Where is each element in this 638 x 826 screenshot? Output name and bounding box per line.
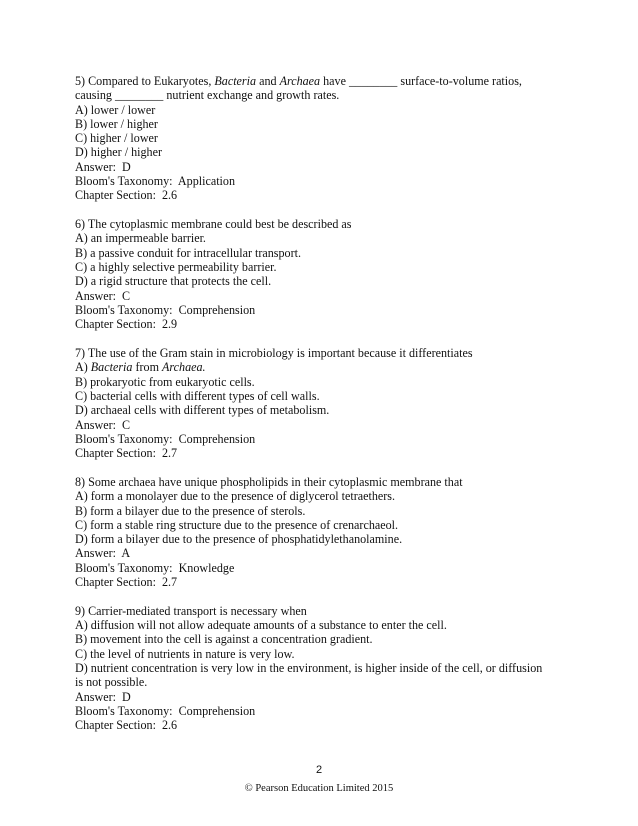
text-segment: D) form a bilayer due to the presence of phosphatidylethanolamine. <box>75 532 403 547</box>
question-stem-line <box>75 74 595 88</box>
text-segment: 9) Carrier-mediated transport is necessary when <box>75 603 307 618</box>
text-segment: and <box>256 74 280 88</box>
text-segment: from <box>132 360 163 375</box>
answer-line: Answer: C <box>75 288 131 303</box>
blooms-taxonomy-line: Bloom's Taxonomy: Knowledge <box>75 560 235 575</box>
italic-text-segment: Bacteria <box>90 360 133 375</box>
page-number: 2 <box>315 764 323 776</box>
answer-option <box>75 375 595 389</box>
text-segment: D) archaeal cells with different types of metabolism. <box>75 403 330 418</box>
text-segment: D) higher / higher <box>75 145 162 160</box>
answer-option <box>75 504 595 518</box>
question-stem-line <box>75 475 595 489</box>
blooms-taxonomy-line: Bloom's Taxonomy: Application <box>75 174 236 189</box>
text-segment: C) form a stable ring structure due to the presence of crenarchaeol. <box>75 517 399 532</box>
text-segment: is not possible. <box>75 675 148 690</box>
chapter-section-line: Chapter Section: 2.6 <box>75 718 178 733</box>
text-segment: B) lower / higher <box>75 116 158 131</box>
question-list <box>75 74 595 747</box>
answer-option <box>75 117 595 131</box>
answer-line: Answer: C <box>75 417 131 432</box>
answer-option <box>75 360 595 374</box>
answer-option <box>75 274 595 288</box>
text-segment: D) nutrient concentration is very low in the environment, is higher inside of the cell, or diffusion <box>75 660 543 675</box>
text-segment: 7) The use of the Gram stain in microbiology is important because it differentiates <box>75 346 473 361</box>
answer-option <box>75 647 595 661</box>
text-segment: C) a highly selective permeability barrier. <box>75 260 277 275</box>
answer-option <box>75 389 595 403</box>
text-segment: B) form a bilayer due to the presence of sterols. <box>75 503 306 518</box>
blooms-taxonomy-line: Bloom's Taxonomy: Comprehension <box>75 703 256 718</box>
text-segment: 6) The cytoplasmic membrane could best be described as <box>75 217 352 232</box>
question-block <box>75 475 595 589</box>
answer-option <box>75 145 595 159</box>
text-segment: A) an impermeable barrier. <box>75 231 206 246</box>
question-block <box>75 604 595 733</box>
answer-option <box>75 661 595 675</box>
text-segment: D) a rigid structure that protects the cell. <box>75 274 272 289</box>
answer-option <box>75 489 595 503</box>
text-segment: B) movement into the cell is against a concentration gradient. <box>75 632 373 647</box>
text-segment: C) higher / lower <box>75 131 158 146</box>
text-segment: B) prokaryotic from eukaryotic cells. <box>75 374 255 389</box>
question-stem-line <box>75 346 595 360</box>
italic-text-segment: Bacteria <box>214 74 257 88</box>
chapter-section-line: Chapter Section: 2.7 <box>75 575 178 589</box>
answer-line: Answer: D <box>75 159 131 174</box>
answer-line: Answer: D <box>75 689 131 704</box>
text-segment: 8) Some archaea have unique phospholipids in their cytoplasmic membrane that <box>75 474 463 489</box>
answer-option <box>75 518 595 532</box>
answer-option <box>75 231 595 245</box>
question-block <box>75 217 595 331</box>
text-segment: A) form a monolayer due to the presence of diglycerol tetraethers. <box>75 489 396 504</box>
question-stem-line <box>75 88 595 102</box>
italic-text-segment: Archaea <box>279 74 321 88</box>
question-block <box>75 74 595 203</box>
text-segment: C) the level of nutrients in nature is very low. <box>75 646 295 661</box>
answer-line: Answer: A <box>75 546 131 561</box>
answer-option <box>75 246 595 260</box>
text-segment: have ________ surface-to-volume ratios, <box>320 74 522 88</box>
question-block <box>75 346 595 460</box>
answer-option <box>75 131 595 145</box>
answer-option <box>75 532 595 546</box>
text-segment: causing ________ nutrient exchange and growth rates. <box>75 88 340 103</box>
text-segment: B) a passive conduit for intracellular transport. <box>75 245 302 260</box>
text-segment: C) bacterial cells with different types of cell walls. <box>75 388 320 403</box>
blooms-taxonomy-line: Bloom's Taxonomy: Comprehension <box>75 431 256 446</box>
text-segment: A) diffusion will not allow adequate amounts of a substance to enter the cell. <box>75 618 447 633</box>
blooms-taxonomy-line: Bloom's Taxonomy: Comprehension <box>75 302 256 317</box>
answer-option <box>75 618 595 632</box>
text-segment: A) <box>75 360 91 375</box>
question-stem-line <box>75 604 595 618</box>
text-segment: 5) Compared to Eukaryotes, <box>75 74 215 88</box>
answer-option <box>75 103 595 117</box>
chapter-section-line: Chapter Section: 2.7 <box>75 446 178 461</box>
text-segment: A) lower / lower <box>75 102 156 117</box>
chapter-section-line: Chapter Section: 2.6 <box>75 188 178 203</box>
question-stem-line <box>75 217 595 231</box>
answer-option <box>75 675 595 689</box>
chapter-section-line: Chapter Section: 2.9 <box>75 317 178 332</box>
answer-option <box>75 260 595 274</box>
answer-option <box>75 632 595 646</box>
answer-option <box>75 403 595 417</box>
copyright-notice: © Pearson Education Limited 2015 <box>244 783 394 794</box>
italic-text-segment: Archaea. <box>162 360 206 375</box>
